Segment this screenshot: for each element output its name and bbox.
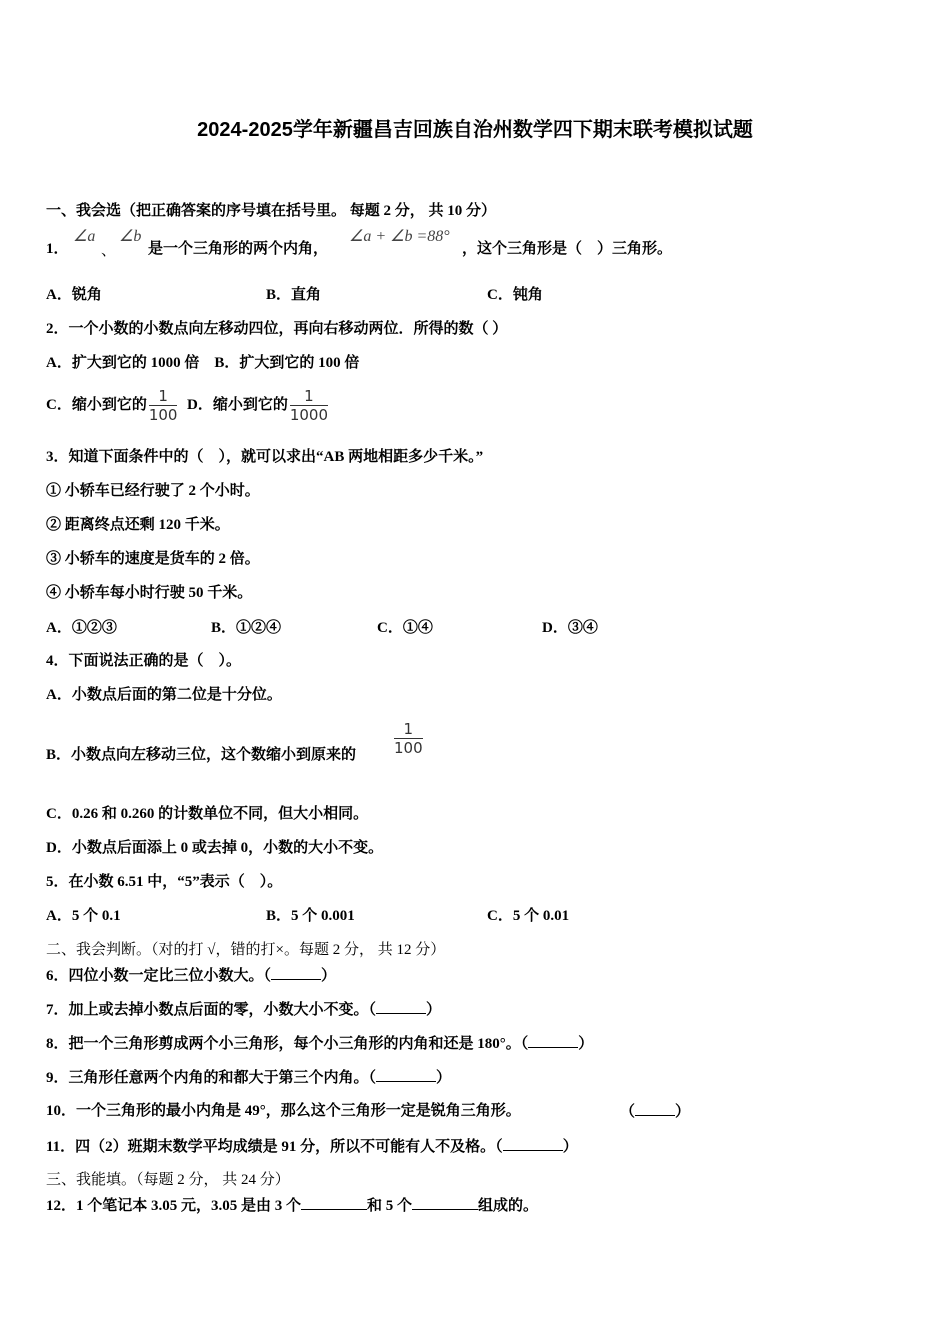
q3-option-d: D．③④: [542, 620, 598, 636]
q5-option-a: A．5 个 0.1: [46, 908, 121, 924]
judge-item: [46, 999, 441, 1020]
answer-blank[interactable]: [412, 1195, 478, 1210]
q3-option-c: C．①④: [377, 620, 433, 636]
answer-blank[interactable]: [635, 1101, 675, 1116]
q1-number: 1．: [46, 241, 69, 257]
answer-blank[interactable]: [376, 1067, 436, 1082]
q1-angle-b: ∠b: [119, 228, 142, 245]
q5-option-b: B．5 个 0.001: [266, 908, 355, 924]
q1-sep: 、: [101, 243, 117, 259]
q2-option-c: C．缩小到它的: [46, 397, 147, 413]
q1-option-b: B．直角: [266, 287, 322, 303]
item-text: 7．加上或去掉小数点后面的零，小数大小不变。（: [46, 1002, 377, 1018]
q3-condition: ④ 小轿车每小时行驶 50 千米。: [46, 585, 253, 601]
fraction: [394, 720, 423, 757]
q1-text1: 是一个三角形的两个内角，: [148, 241, 329, 257]
q4-option-d: D．小数点后面添上 0 或去掉 0，小数的大小不变。: [46, 840, 384, 856]
q12-text-b: 和 5 个: [367, 1198, 413, 1214]
paren: ）: [562, 1139, 578, 1155]
q4-option-a: A．小数点后面的第二位是十分位。: [46, 687, 282, 703]
q3-option-a: A．①②③: [46, 620, 117, 636]
numerator: 1: [149, 387, 178, 406]
paren: （: [620, 1104, 636, 1120]
q1-angle-a: ∠a: [73, 228, 96, 245]
answer-blank[interactable]: [528, 1033, 578, 1048]
question-12: [46, 1195, 538, 1216]
numerator: 1: [394, 720, 423, 739]
item-text: 6．四位小数一定比三位小数大。（: [46, 968, 272, 984]
answer-blank[interactable]: [271, 965, 321, 980]
judge-item: [46, 1101, 521, 1121]
item-text: 8．把一个三角形剪成两个小三角形，每个小三角形的内角和还是 180°。（: [46, 1036, 529, 1052]
paren: ）: [321, 968, 337, 984]
paren: ）: [436, 1070, 452, 1086]
q3-condition: ① 小轿车已经行驶了 2 个小时。: [46, 483, 260, 499]
item-text: 10．一个三角形的最小内角是 49°，那么这个三角形一定是锐角三角形。: [46, 1103, 521, 1119]
fraction: [149, 387, 178, 424]
denominator: 100: [148, 406, 178, 425]
q2-options-ab: A．扩大到它的 1000 倍 B．扩大到它的 100 倍: [46, 355, 360, 371]
section1-heading: 一、我会选（把正确答案的序号填在括号里。 每题 2 分， 共 10 分）: [46, 203, 497, 219]
q1-option-a: A．锐角: [46, 287, 102, 303]
paren: ）: [675, 1104, 691, 1120]
answer-blank[interactable]: [301, 1195, 367, 1210]
paren: ）: [426, 1002, 442, 1018]
judge-item: [46, 1136, 578, 1157]
section3-heading: 三、我能填。（每题 2 分， 共 24 分）: [46, 1172, 290, 1188]
q3-text: 3．知道下面条件中的（ ），就可以求出“AB 两地相距多少千米。”: [46, 449, 484, 465]
q3-condition: ③ 小轿车的速度是货车的 2 倍。: [46, 551, 260, 567]
judge-item-answer: [620, 1101, 690, 1122]
judge-item: [46, 965, 336, 986]
q1-option-c: C．钝角: [487, 287, 543, 303]
q12-text-a: 12．1 个笔记本 3.05 元，3.05 是由 3 个: [46, 1198, 302, 1214]
denominator: 100: [394, 739, 423, 757]
q12-text-c: 组成的。: [478, 1198, 539, 1214]
q3-condition: ② 距离终点还剩 120 千米。: [46, 517, 230, 533]
q2-text: 2．一个小数的小数点向左移动四位，再向右移动两位．所得的数（ ）: [46, 321, 508, 337]
answer-blank[interactable]: [503, 1136, 563, 1151]
q3-option-b: B．①②④: [211, 620, 282, 636]
q4-option-b: B．小数点向左移动三位，这个数缩小到原来的: [46, 747, 357, 763]
q1-text2: ，这个三角形是（ ）三角形。: [462, 241, 673, 257]
q4-text: 4．下面说法正确的是（ ）。: [46, 653, 242, 669]
q2-option-d: D．缩小到它的: [186, 397, 288, 413]
q1-expression: ∠a + ∠b =88°: [349, 228, 450, 245]
judge-item: [46, 1033, 593, 1054]
page-title: 2024-2025学年新疆昌吉回族自治州数学四下期末联考模拟试题: [197, 119, 753, 141]
q5-option-c: C．5 个 0.01: [487, 908, 570, 924]
fraction: [290, 387, 328, 424]
denominator: 1000: [289, 406, 329, 425]
judge-item: [46, 1067, 451, 1088]
item-text: 9．三角形任意两个内角的和都大于第三个内角。（: [46, 1070, 377, 1086]
section2-heading: 二、我会判断。（对的打 √，错的打×。每题 2 分， 共 12 分）: [46, 942, 446, 958]
item-text: 11．四（2）班期末数学平均成绩是 91 分，所以不可能有人不及格。（: [46, 1139, 503, 1155]
answer-blank[interactable]: [376, 999, 426, 1014]
q4-option-c: C．0.26 和 0.260 的计数单位不同，但大小相同。: [46, 806, 369, 822]
q5-text: 5．在小数 6.51 中，“5”表示（ ）。: [46, 874, 283, 890]
paren: ）: [578, 1036, 594, 1052]
numerator: 1: [290, 387, 328, 406]
